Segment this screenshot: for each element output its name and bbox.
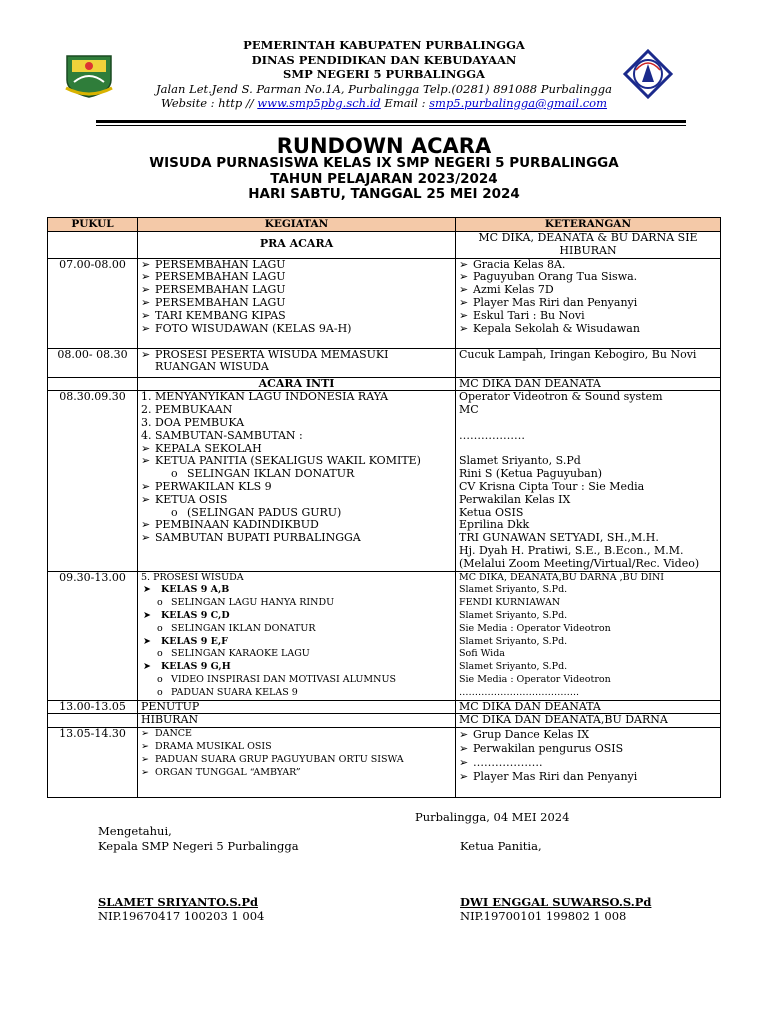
list-item: ➢ KEPALA SEKOLAH [141, 443, 452, 456]
kepala-nip: NIP.19670417 100203 1 004 [98, 909, 265, 923]
list-item: ➢ PERSEMBAHAN LAGU [141, 297, 452, 310]
list-item: ➢ Player Mas Riri dan Penyanyi [459, 770, 717, 784]
list-item: ➢ TARI KEMBANG KIPAS [141, 310, 452, 323]
penutup-label: PENUTUP [138, 700, 456, 714]
list-item: ➢ PADUAN SUARA GRUP PAGUYUBAN ORTU SISWA [141, 754, 452, 767]
list-item: ➢ Azmi Kelas 7D [459, 284, 717, 297]
list-item: ➢ ORGAN TUNGGAL “AMBYAR” [141, 767, 452, 780]
note-line: ……………… [459, 428, 525, 442]
letterhead-line1: PEMERINTAH KABUPATEN PURBALINGGA [243, 38, 525, 52]
activity-cell [138, 391, 456, 571]
list-item: ➢ DANCE [141, 728, 452, 741]
table-row-penutup [48, 700, 721, 714]
ketua-name: DWI ENGGAL SUWARSO.S.Pd [460, 895, 652, 909]
list-number: 1. [141, 390, 152, 404]
note-line: Slamet Sriyanto, S.Pd. [459, 609, 568, 621]
note-line: Sofi Wida [459, 648, 505, 660]
email-prefix: Email : [380, 96, 430, 110]
list-item: ➢ Paguyuban Orang Tua Siswa. [459, 271, 717, 284]
list-text: PEMBUKAAN [155, 403, 233, 417]
list-subitem: o SELINGAN IKLAN DONATUR [141, 623, 452, 636]
kelas-item: ➤ KELAS 9 E,F [141, 636, 452, 649]
header-kegiatan: KEGIATAN [138, 218, 456, 232]
list-item: ➢ FOTO WISUDAWAN (KELAS 9A-H) [141, 323, 452, 336]
rundown-table [47, 217, 721, 798]
letterhead-rule-thin [96, 125, 686, 126]
header-pukul: PUKUL [48, 218, 138, 232]
cell-empty [48, 714, 138, 728]
note-line: Slamet Sriyanto, S.Pd. [459, 584, 568, 596]
cell-empty [48, 377, 138, 391]
list-subitem: o (SELINGAN PADUS GURU) [141, 507, 452, 520]
website-link[interactable]: www.smp5pbg.sch.id [257, 96, 381, 110]
list-subitem: o SELINGAN IKLAN DONATUR [141, 468, 452, 481]
list-item: ➢ Perwakilan pengurus OSIS [459, 742, 717, 756]
list-item: ➢ KETUA PANITIA (SEKALIGUS WAKIL KOMITE) [141, 455, 452, 468]
list-text: DOA PEMBUKA [155, 415, 245, 429]
kelas-item: ➤ KELAS 9 G,H [141, 661, 452, 674]
table-row [48, 391, 721, 571]
letterhead-contact [0, 96, 768, 111]
note-line: (Melalui Zoom Meeting/Virtual/Rec. Video) [459, 556, 700, 570]
list-item: ➢ Kepala Sekolah & Wisudawan [459, 323, 717, 336]
list-number: 3. [141, 415, 152, 429]
note-cell: Cucuk Lampah, Iringan Kebogiro, Bu Novi [456, 348, 721, 377]
note-line: Perwakilan Kelas IX [459, 492, 571, 506]
list-item: ➢ Player Mas Riri dan Penyanyi [459, 297, 717, 310]
list-item: ➢ PERSEMBAHAN LAGU [141, 284, 452, 297]
list-item: ➢ DRAMA MUSIKAL OSIS [141, 741, 452, 754]
list-subitem: o PADUAN SUARA KELAS 9 [141, 687, 452, 700]
kelas-item: ➤ KELAS 9 C,D [141, 610, 452, 623]
list-item: ➢ PERWAKILAN KLS 9 [141, 481, 452, 494]
pra-acara-ket: MC DIKA, DEANATA & BU DARNA SIE HIBURAN [456, 232, 721, 259]
cell-empty [48, 232, 138, 259]
time-cell: 13.00-13.05 [48, 700, 138, 714]
email-link[interactable]: smp5.purbalingga@gmail.com [429, 96, 608, 110]
activity-cell [138, 348, 456, 377]
note-line: Rini S (Ketua Paguyuban) [459, 467, 603, 481]
letterhead-rule-thick [96, 120, 686, 123]
list-subitem: o SELINGAN KARAOKE LAGU [141, 648, 452, 661]
acara-inti-label: ACARA INTI [138, 377, 456, 391]
table-row [48, 728, 721, 798]
kelas-item: ➤ KELAS 9 A,B [141, 584, 452, 597]
table-row [48, 348, 721, 377]
note-line: CV Krisna Cipta Tour : Sie Media [459, 479, 645, 493]
place-date: Purbalingga, 04 MEI 2024 [415, 810, 570, 824]
table-row-acara-inti [48, 377, 721, 391]
note-line: Ketua OSIS [459, 505, 524, 519]
time-cell: 13.05-14.30 [48, 728, 138, 798]
list-item: ➢ Gracia Kelas 8A. [459, 259, 717, 272]
list-number: 4. [141, 428, 152, 442]
mengetahui-label: Mengetahui, [98, 824, 172, 838]
note-line: FENDI KURNIAWAN [459, 597, 561, 609]
header-keterangan: KETERANGAN [456, 218, 721, 232]
prosesi-heading: 5. PROSESI WISUDA [141, 571, 244, 583]
penutup-ket: MC DIKA DAN DEANATA [456, 700, 721, 714]
time-cell: 08.30.09.30 [48, 391, 138, 571]
note-line: Slamet Sriyanto, S.Pd [459, 454, 581, 468]
table-row [48, 571, 721, 700]
list-item: ➢ PERSEMBAHAN LAGU [141, 271, 452, 284]
list-item: ➢ ………………. [459, 756, 717, 770]
list-item: ➢ Eskul Tari : Bu Novi [459, 310, 717, 323]
note-line: Hj. Dyah H. Pratiwi, S.E., B.Econ., M.M. [459, 543, 684, 557]
subtitle-line3: HARI SABTU, TANGGAL 25 MEI 2024 [248, 186, 520, 202]
table-row [48, 258, 721, 348]
note-cell [456, 258, 721, 348]
table-row-pra-acara [48, 232, 721, 259]
letterhead-line3: SMP NEGERI 5 PURBALINGGA [283, 67, 485, 81]
letterhead-line2: DINAS PENDIDIKAN DAN KEBUDAYAAN [251, 52, 517, 67]
note-cell [456, 571, 721, 700]
list-item: ➢ PERSEMBAHAN LAGU [141, 259, 452, 272]
hiburan-label: HIBURAN [138, 714, 456, 728]
list-item: ➢ PROSESI PESERTA WISUDA MEMASUKI RUANGAN WISUDA [141, 349, 452, 375]
pra-acara-label: PRA ACARA [138, 232, 456, 259]
note-line: ……………………………….. [459, 686, 580, 698]
document-title: RUNDOWN ACARA [276, 134, 492, 158]
list-number: 2. [141, 403, 152, 417]
note-line: Sie Media : Operator Videotron [459, 673, 611, 685]
time-cell: 09.30-13.00 [48, 571, 138, 700]
list-subitem: o SELINGAN LAGU HANYA RINDU [141, 597, 452, 610]
list-item: ➢ KETUA OSIS [141, 494, 452, 507]
subtitle-line2: TAHUN PELAJARAN 2023/2024 [270, 170, 498, 187]
list-text: SAMBUTAN-SAMBUTAN : [155, 428, 303, 442]
note-line: Eprilina Dkk [459, 518, 530, 532]
note-line: Slamet Sriyanto, S.Pd. [459, 635, 568, 647]
list-item: ➢ Grup Dance Kelas IX [459, 728, 717, 742]
table-header-row [48, 218, 721, 232]
hiburan-ket: MC DIKA DAN DEANATA,BU DARNA [456, 714, 721, 728]
note-line: Operator Videotron & Sound system [459, 390, 663, 404]
list-subitem: o VIDEO INSPIRASI DAN MOTIVASI ALUMNUS [141, 674, 452, 687]
acara-inti-ket: MC DIKA DAN DEANATA [456, 377, 721, 391]
note-line: MC DIKA, DEANATA,BU DARNA ,BU DINI [459, 571, 665, 583]
website-prefix: Website : http // [160, 96, 258, 110]
note-line [459, 417, 717, 430]
ketua-title: Ketua Panitia, [460, 839, 542, 853]
activity-cell [138, 728, 456, 798]
list-item: ➢ PEMBINAAN KADINDIKBUD [141, 519, 452, 532]
note-line: Sie Media : Operator Videotron [459, 622, 611, 634]
letterhead-address: Jalan Let.Jend S. Parman No.1A, Purbalingga Telp.(0281) 891088 Purbalingga [156, 81, 612, 96]
letterhead [0, 38, 768, 111]
table-row-hiburan [48, 714, 721, 728]
ketua-nip: NIP.19700101 199802 1 008 [460, 909, 627, 923]
list-item: ➢ SAMBUTAN BUPATI PURBALINGGA [141, 532, 452, 545]
activity-cell [138, 258, 456, 348]
list-text: MENYANYIKAN LAGU INDONESIA RAYA [155, 390, 389, 404]
list-item [141, 430, 452, 443]
time-cell: 08.00- 08.30 [48, 348, 138, 377]
note-line: MC [459, 403, 479, 417]
note-line: TRI GUNAWAN SETYADI, SH.,M.H. [459, 531, 659, 545]
time-cell: 07.00-08.00 [48, 258, 138, 348]
kepala-title: Kepala SMP Negeri 5 Purbalingga [98, 839, 299, 853]
activity-cell [138, 571, 456, 700]
kepala-name: SLAMET SRIYANTO.S.Pd [98, 895, 259, 909]
note-line: Slamet Sriyanto, S.Pd. [459, 661, 568, 673]
note-cell [456, 728, 721, 798]
document-subtitle [0, 156, 768, 203]
note-cell [456, 391, 721, 571]
subtitle-line1: WISUDA PURNASISWA KELAS IX SMP NEGERI 5 PURBALINGGA [149, 155, 619, 171]
